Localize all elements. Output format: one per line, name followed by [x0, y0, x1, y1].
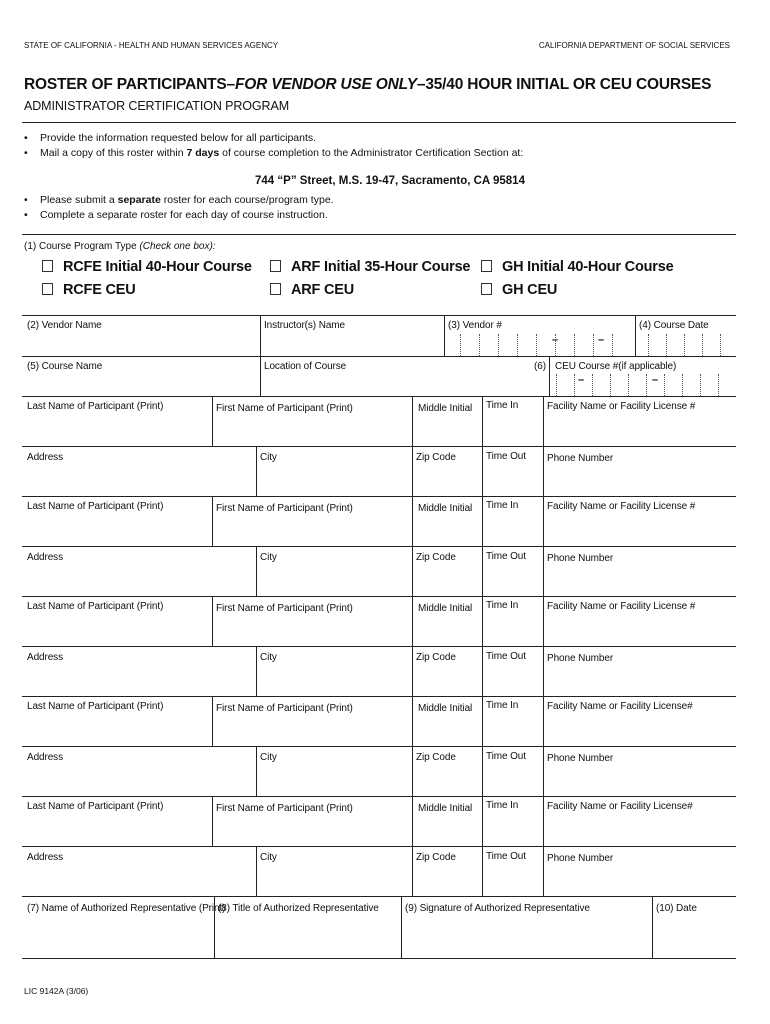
instructors-name-label: Instructor(s) Name [264, 320, 345, 331]
grid-line [22, 496, 736, 497]
grid-line [517, 334, 518, 356]
divider [444, 315, 445, 356]
zip-label: Zip Code [416, 652, 456, 663]
dash: – [598, 334, 605, 346]
phone-label: Phone Number [547, 853, 614, 864]
city-label: City [260, 552, 277, 563]
title-divider [22, 122, 736, 123]
zip-label: Zip Code [416, 552, 456, 563]
grid-line [412, 446, 413, 496]
grid-line [720, 334, 721, 356]
grid-line [482, 446, 483, 496]
grid-line [412, 646, 413, 696]
time-in-label: Time In [486, 400, 519, 411]
last-name-label: Last Name of Participant (Print) [27, 501, 164, 512]
grid-line [212, 796, 213, 846]
middle-initial-label: Middle Initial [418, 503, 473, 514]
zip-label: Zip Code [416, 852, 456, 863]
date-label: (10) Date [656, 903, 697, 914]
phone-label: Phone Number [547, 553, 614, 564]
time-in-label: Time In [486, 700, 519, 711]
ceu-number-label: CEU Course #(if applicable) [555, 361, 677, 372]
middle-initial-label: Middle Initial [418, 703, 473, 714]
grid-line [543, 446, 544, 496]
middle-initial-label: Middle Initial [418, 803, 473, 814]
facility-label: Facility Name or Facility License # [547, 601, 696, 612]
grid-line [482, 596, 483, 646]
checkbox-icon[interactable] [42, 260, 53, 272]
divider [549, 356, 550, 396]
grid-line [682, 374, 683, 396]
facility-label: Facility Name or Facility License# [547, 701, 693, 712]
grid-line [555, 334, 556, 356]
grid-line [684, 334, 685, 356]
grid-line [718, 374, 719, 396]
option-rcfe-initial[interactable]: RCFE Initial 40-Hour Course [42, 259, 252, 275]
time-out-label: Time Out [486, 651, 526, 662]
grid-line [479, 334, 480, 356]
grid-line [702, 334, 703, 356]
divider [652, 896, 653, 958]
grid-line [412, 746, 413, 796]
grid-line [412, 796, 413, 846]
grid-line [256, 846, 257, 896]
first-name-label: First Name of Participant (Print) [216, 403, 353, 414]
facility-label: Facility Name or Facility License # [547, 501, 696, 512]
grid-line [412, 596, 413, 646]
checkbox-icon[interactable] [481, 283, 492, 295]
grid-line [22, 696, 736, 697]
grid-line [212, 596, 213, 646]
grid-line [412, 546, 413, 596]
vendor-number-label: (3) Vendor # [448, 320, 502, 331]
course-name-label: (5) Course Name [27, 361, 103, 372]
divider [214, 896, 215, 958]
time-in-label: Time In [486, 500, 519, 511]
divider [401, 896, 402, 958]
grid-line [543, 696, 544, 746]
grid-line [610, 374, 611, 396]
grid-line [543, 596, 544, 646]
first-name-label: First Name of Participant (Print) [216, 703, 353, 714]
grid-line [482, 396, 483, 446]
city-label: City [260, 752, 277, 763]
grid-line [22, 596, 736, 597]
instruction-4: • Complete a separate roster for each day of course instruction. [24, 208, 744, 223]
grid-line [646, 374, 647, 396]
grid-line [543, 496, 544, 546]
option-gh-ceu[interactable]: GH CEU [481, 282, 557, 298]
grid-line [22, 796, 736, 797]
zip-label: Zip Code [416, 452, 456, 463]
grid-line [543, 396, 544, 446]
middle-initial-label: Middle Initial [418, 603, 473, 614]
phone-label: Phone Number [547, 753, 614, 764]
grid-line [556, 374, 557, 396]
city-label: City [260, 452, 277, 463]
dash: – [578, 374, 585, 386]
facility-label: Facility Name or Facility License # [547, 401, 696, 412]
vendor-name-label: (2) Vendor Name [27, 320, 102, 331]
form-id: LIC 9142A (3/06) [24, 986, 89, 996]
grid-line [482, 696, 483, 746]
grid-line [482, 646, 483, 696]
location-label: Location of Course [264, 361, 347, 372]
vendor-row-top [22, 315, 736, 316]
grid-line [574, 334, 575, 356]
grid-line [543, 646, 544, 696]
divider [260, 356, 261, 396]
address-label: Address [27, 552, 63, 563]
grid-line [256, 646, 257, 696]
grid-line [543, 846, 544, 896]
instruction-2: • Mail a copy of this roster within 7 days of course completion to the Administrator Certification Section at: [24, 146, 744, 161]
time-out-label: Time Out [486, 451, 526, 462]
grid-line [536, 334, 537, 356]
form-title: ROSTER OF PARTICIPANTS–FOR VENDOR USE ONLY–35/40 HOUR INITIAL OR CEU COURSES [24, 76, 712, 93]
rep-name-label: (7) Name of Authorized Representative (Print) [27, 903, 226, 914]
grid-line [700, 374, 701, 396]
last-name-label: Last Name of Participant (Print) [27, 401, 164, 412]
course-row-top [22, 356, 736, 357]
dash: – [552, 334, 559, 346]
time-out-label: Time Out [486, 851, 526, 862]
first-name-label: First Name of Participant (Print) [216, 603, 353, 614]
facility-label: Facility Name or Facility License# [547, 801, 693, 812]
grid-line [460, 334, 461, 356]
grid-line [628, 374, 629, 396]
grid-line [412, 696, 413, 746]
department-header: CALIFORNIA DEPARTMENT OF SOCIAL SERVICES [538, 41, 730, 50]
grid-line [212, 496, 213, 546]
checkbox-icon[interactable] [42, 283, 53, 295]
time-out-label: Time Out [486, 751, 526, 762]
instructions-list-2 [24, 193, 744, 223]
option-gh-initial[interactable]: GH Initial 40-Hour Course [481, 259, 673, 275]
option-arf-initial[interactable]: ARF Initial 35-Hour Course [270, 259, 470, 275]
grid-line [22, 846, 736, 847]
address-label: Address [27, 652, 63, 663]
grid-line [22, 896, 736, 897]
grid-line [22, 446, 736, 447]
grid-line [256, 546, 257, 596]
dash: – [652, 374, 659, 386]
grid-line [256, 446, 257, 496]
signature-row-bottom [22, 958, 736, 959]
grid-line [212, 396, 213, 446]
middle-initial-label: Middle Initial [418, 403, 473, 414]
grid-line [482, 496, 483, 546]
last-name-label: Last Name of Participant (Print) [27, 701, 164, 712]
grid-line [543, 746, 544, 796]
phone-label: Phone Number [547, 453, 614, 464]
time-in-label: Time In [486, 600, 519, 611]
zip-label: Zip Code [416, 752, 456, 763]
grid-line [22, 646, 736, 647]
rep-title-label: (8) Title of Authorized Representative [218, 903, 379, 914]
grid-line [256, 746, 257, 796]
address-label: Address [27, 752, 63, 763]
checkbox-icon[interactable] [270, 260, 281, 272]
grid-line [666, 334, 667, 356]
grid-line [498, 334, 499, 356]
mailing-address: 744 “P” Street, M.S. 19-47, Sacramento, CA 95814 [255, 175, 525, 187]
grid-line [412, 496, 413, 546]
grid-line [574, 374, 575, 396]
grid-line [482, 546, 483, 596]
course-date-label: (4) Course Date [639, 320, 709, 331]
checkbox-icon[interactable] [481, 260, 492, 272]
agency-header: STATE OF CALIFORNIA - HEALTH AND HUMAN SERVICES AGENCY [24, 41, 279, 50]
grid-line [482, 796, 483, 846]
city-label: City [260, 852, 277, 863]
address-label: Address [27, 452, 63, 463]
city-label: City [260, 652, 277, 663]
last-name-label: Last Name of Participant (Print) [27, 601, 164, 612]
grid-line [592, 374, 593, 396]
grid-line [612, 334, 613, 356]
grid-line [22, 546, 736, 547]
ceu-number-no: (6) [534, 361, 546, 372]
last-name-label: Last Name of Participant (Print) [27, 801, 164, 812]
grid-line [412, 846, 413, 896]
option-arf-ceu[interactable]: ARF CEU [270, 282, 354, 298]
grid-line [482, 846, 483, 896]
rep-signature-label: (9) Signature of Authorized Representative [405, 903, 590, 914]
instructions-divider [22, 234, 736, 235]
instructions-list [24, 131, 744, 161]
first-name-label: First Name of Participant (Print) [216, 803, 353, 814]
instruction-1: • Provide the information requested below for all participants. [24, 131, 744, 146]
option-rcfe-ceu[interactable]: RCFE CEU [42, 282, 136, 298]
grid-line [22, 746, 736, 747]
grid-line [543, 546, 544, 596]
phone-label: Phone Number [547, 653, 614, 664]
checkbox-icon[interactable] [270, 283, 281, 295]
grid-line [212, 696, 213, 746]
grid-line [543, 796, 544, 846]
grid-line [482, 746, 483, 796]
grid-line [412, 396, 413, 446]
time-out-label: Time Out [486, 551, 526, 562]
instruction-3: • Please submit a separate roster for each course/program type. [24, 193, 744, 208]
first-name-label: First Name of Participant (Print) [216, 503, 353, 514]
divider [260, 315, 261, 356]
grid-line [664, 374, 665, 396]
divider [635, 315, 636, 356]
form-subtitle: ADMINISTRATOR CERTIFICATION PROGRAM [24, 99, 290, 113]
address-label: Address [27, 852, 63, 863]
grid-line [593, 334, 594, 356]
grid-line [648, 334, 649, 356]
program-type-label: (1) Course Program Type (Check one box): [24, 241, 216, 252]
time-in-label: Time In [486, 800, 519, 811]
